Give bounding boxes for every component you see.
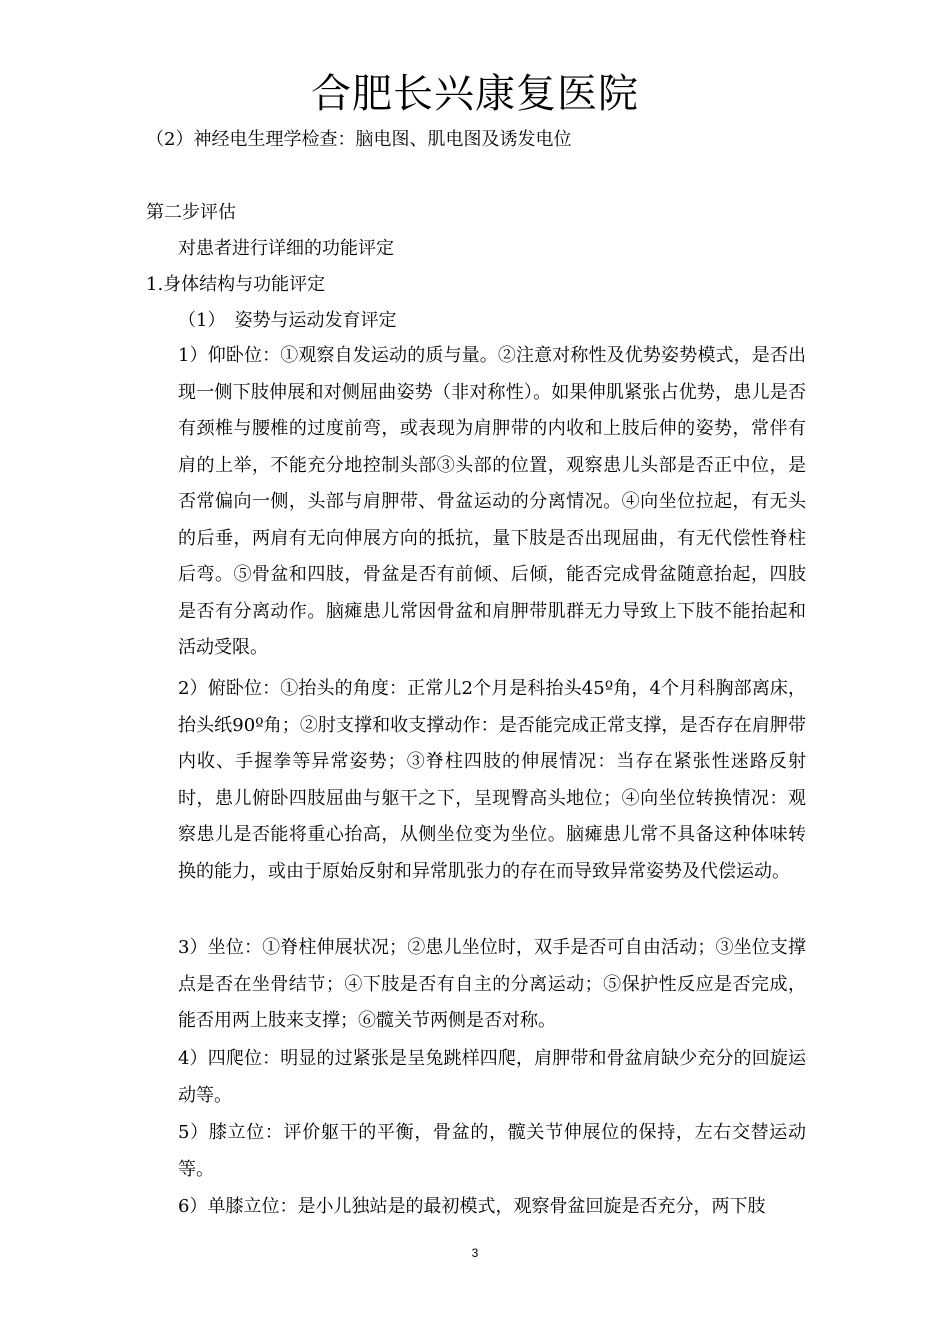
hospital-header-title: 合肥长兴康复医院 — [311, 71, 639, 117]
paragraph-kneeling: 5）膝立位：评价躯干的平衡，骨盆的，髋关节伸展位的保持，左右交替运动等。 — [178, 1122, 806, 1180]
paragraph-quadruped: 4）四爬位：明显的过紧张是呈兔跳样四爬，肩胛带和骨盆肩缺少充分的回旋运动等。 — [178, 1048, 806, 1106]
section-heading: 1.身体结构与功能评定 — [146, 274, 326, 295]
paragraph-sitting: 3）坐位：①脊柱伸展状况；②患儿坐位时，双手是否可自由活动；③坐位支撑点是否在坐骨结节；④下肢是否有自主的分离运动；⑤保护性反应是否完成，能否用两上肢来支撑；⑥髋关节两侧是否对称。 — [178, 937, 806, 1031]
step-heading: 第二步评估 — [146, 202, 236, 223]
paragraph-half-kneeling: 6）单膝立位：是小儿独站是的最初模式，观察骨盆回旋是否充分，两下肢 — [178, 1196, 766, 1217]
step-intro: 对患者进行详细的功能评定 — [178, 238, 394, 259]
neuro-exam-line: （2）神经电生理学检查：脑电图、肌电图及诱发电位 — [146, 129, 572, 150]
paragraph-prone: 2）俯卧位：①抬头的角度：正常儿2个月是科抬头45º角，4个月科胸部离床，抬头纸90º角；②肘支撑和收支撑动作：是否能完成正常支撑，是否存在肩胛带内收、手握拳等异常姿势；③脊柱四肢的伸展情况：当存在紧张性迷路反射时，患儿俯卧四肢屈曲与躯干之下，呈现臀高头地位；④向坐位转换情况：观察患儿是否能将重心抬高，从侧坐位变为坐位。脑瘫患儿常不具备这种体味转换的能力，或由于原始反射和异常肌张力的存在而导致异常姿势及代偿运动。 — [178, 678, 806, 882]
subsection-heading: （1） 姿势与运动发育评定 — [178, 310, 397, 331]
paragraph-supine: 1）仰卧位：①观察自发运动的质与量。②注意对称性及优势姿势模式，是否出现一侧下肢伸展和对侧屈曲姿势（非对称性）。如果伸肌紧张占优势，患儿是否有颈椎与腰椎的过度前弯，或表现为肩胛带的内收和上肢后伸的姿势，常伴有肩的上举，不能充分地控制头部③头部的位置，观察患儿头部是否正中位，是否常偏向一侧，头部与肩胛带、骨盆运动的分离情况。④向坐位拉起，有无头的后垂，两肩有无向伸展方向的抵抗，量下肢是否出现屈曲，有无代偿性脊柱后弯。⑤骨盆和四肢，骨盆是否有前倾、后倾，能否完成骨盆随意抬起，四肢是否有分离动作。脑瘫患儿常因骨盆和肩胛带肌群无力导致上下肢不能抬起和活动受限。 — [178, 345, 806, 658]
page-number: 3 — [471, 1246, 479, 1260]
